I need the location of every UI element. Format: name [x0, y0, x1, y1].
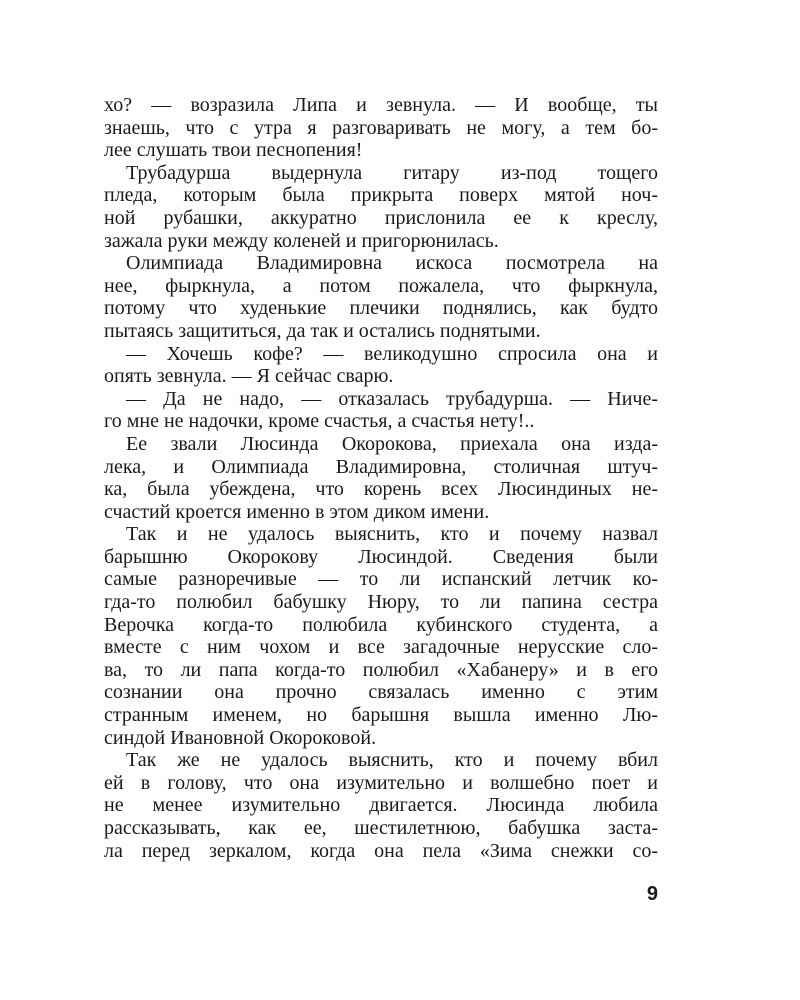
- text-line: странным именем, но барышня вышла именно Лю-: [104, 704, 658, 727]
- text-line: гда-то полюбил бабушку Нюру, то ли папина сестра: [104, 591, 658, 614]
- text-line: счастий кроется именно в этом диком имени.: [104, 500, 490, 523]
- text-line: лее слушать твои песнопения!: [104, 139, 363, 162]
- paragraph-first-line: — Да не надо, — отказалась трубадурша. — Ниче-: [126, 387, 658, 410]
- paragraph-first-line: Трубадурша выдернула гитару из-под тощего: [126, 161, 658, 184]
- paragraph-first-line: — Хочешь кофе? — великодушно спросила она и: [126, 342, 658, 365]
- text-line: опять зевнула. — Я сейчас сварю.: [104, 365, 394, 388]
- paragraph-first-line: Ее звали Люсинда Окорокова, приехала она изда-: [126, 432, 658, 455]
- text-line: Верочка когда-то полюбила кубинского студента, а: [104, 613, 658, 636]
- paragraph-first-line: Так и не удалось выяснить, кто и почему назвал: [126, 523, 658, 546]
- text-line: ка, была убеждена, что корень всех Люсиндиных не-: [104, 478, 658, 501]
- text-line: вместе с ним чохом и все загадочные нерусские сло-: [104, 636, 658, 659]
- text-line: хо? — возразила Липа и зевнула. — И вообще, ты: [104, 94, 658, 116]
- text-line: ей в голову, что она изумительно и волшебно поет и: [104, 771, 658, 794]
- text-line: ной рубашки, аккуратно прислонила ее к креслу,: [104, 206, 658, 229]
- text-line: сознании она прочно связалась именно с этим: [104, 681, 658, 704]
- text-line: нее, фыркнула, а потом пожалела, что фыркнула,: [104, 274, 658, 297]
- paragraph-first-line: Олимпиада Владимировна искоса посмотрела на: [126, 252, 658, 275]
- text-line: лека, и Олимпиада Владимировна, столичная штуч-: [104, 455, 658, 478]
- page-text: [104, 94, 658, 862]
- text-line: пытаясь защититься, да так и остались поднятыми.: [104, 319, 541, 342]
- text-line: ва, то ли папа когда-то полюбил «Хабанеру» и в его: [104, 658, 658, 681]
- text-line: го мне не надочки, кроме счастья, а счастья нету!..: [104, 410, 535, 433]
- paragraph-first-line: Так же не удалось выяснить, кто и почему вбил: [126, 749, 658, 772]
- text-line: знаешь, что с утра я разговаривать не могу, а тем бо-: [104, 116, 658, 139]
- text-line: самые разноречивые — то ли испанский летчик ко-: [104, 568, 658, 591]
- text-line: не менее изумительно двигается. Люсинда любила: [104, 794, 658, 817]
- text-line: ла перед зеркалом, когда она пела «Зима снежки со-: [104, 839, 658, 862]
- text-line: зажала руки между коленей и пригорюнилась.: [104, 229, 499, 252]
- page-number: 9: [646, 883, 658, 905]
- text-line: рассказывать, как ее, шестилетнюю, бабушка заста-: [104, 817, 658, 839]
- text-line: синдой Ивановной Окороковой.: [104, 726, 377, 749]
- text-line: барышню Окорокову Люсиндой. Сведения были: [104, 545, 658, 568]
- text-line: пледа, которым была прикрыта поверх мятой ноч-: [104, 184, 658, 207]
- text-line: потому что худенькие плечики поднялись, как будто: [104, 297, 658, 320]
